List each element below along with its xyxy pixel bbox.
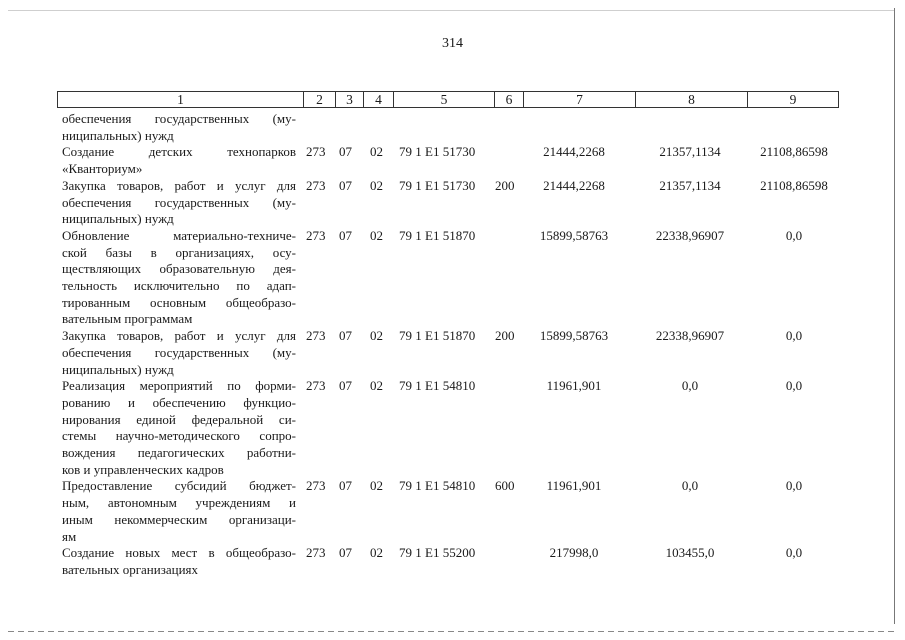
cell-rz: 07	[339, 545, 352, 561]
cell-pr: 02	[370, 177, 383, 193]
cell-rz: 07	[339, 378, 352, 394]
row-description	[62, 545, 296, 578]
description-line: ниципальных) нужд	[62, 211, 174, 227]
cell-cs: 79 1 E1 51730	[399, 177, 476, 193]
cell-gr: 273	[306, 328, 326, 344]
cell-rz: 07	[339, 144, 352, 160]
cell-pr: 02	[370, 545, 383, 561]
cell-pr: 02	[370, 328, 383, 344]
cell-s1: 11961,901	[546, 478, 602, 494]
cell-vr: 600	[495, 478, 515, 494]
header-col-5: 5	[393, 92, 494, 107]
description-line: ям	[62, 528, 77, 544]
cell-cs: 79 1 E1 51870	[399, 328, 476, 344]
cell-s3: 21108,86598	[760, 144, 828, 160]
scan-edge-right	[894, 8, 895, 624]
cell-s1: 15899,58763	[539, 328, 609, 344]
cell-s3: 21108,86598	[760, 177, 828, 193]
cell-rz: 07	[339, 177, 352, 193]
header-col-6: 6	[494, 92, 523, 107]
description-line: Предоставление субсидий бюджет-	[62, 478, 296, 494]
description-line: иным некоммерческим организаци-	[62, 511, 296, 527]
cell-pr: 02	[370, 227, 383, 243]
description-line: тельность исключительно по адап-	[62, 278, 296, 293]
row-description	[62, 111, 296, 144]
cell-s2: 0,0	[681, 378, 699, 394]
cell-s1: 21444,2268	[543, 144, 605, 160]
cell-rz: 07	[339, 478, 352, 494]
description-line: Закупка товаров, работ и услуг для	[62, 177, 296, 193]
description-line: ществляющих образовательную дея-	[62, 261, 296, 277]
description-line: ков и управленческих кадров	[62, 461, 224, 477]
description-line: ниципальных) нужд	[62, 127, 174, 143]
description-line: вательных организациях	[62, 561, 199, 577]
cell-s1: 21444,2268	[543, 177, 605, 193]
description-line: Обновление материально-техниче-	[62, 227, 296, 243]
description-line: вождения педагогических работни-	[62, 445, 296, 460]
cell-s2: 22338,96907	[655, 227, 725, 243]
cell-s2: 21357,1134	[659, 144, 721, 160]
header-col-3: 3	[335, 92, 363, 107]
cell-s3: 0,0	[785, 328, 803, 344]
page-number: 314	[442, 36, 463, 51]
cell-cs: 79 1 E1 55200	[399, 545, 476, 561]
cell-vr: 200	[495, 177, 515, 193]
row-description	[62, 328, 296, 378]
cell-pr: 02	[370, 378, 383, 394]
description-line: обеспечения государственных (му-	[62, 111, 296, 126]
description-line: ской базы в организациях, осу-	[62, 244, 296, 260]
scan-edge-top	[8, 10, 894, 11]
row-description	[62, 378, 296, 478]
description-line: обеспечения государственных (му-	[62, 194, 296, 210]
description-line: Создание новых мест в общеобразо-	[62, 545, 296, 561]
header-col-2: 2	[303, 92, 335, 107]
description-line: Закупка товаров, работ и услуг для	[62, 328, 296, 344]
header-col-7: 7	[523, 92, 635, 107]
cell-s3: 0,0	[785, 478, 803, 494]
table-header	[57, 91, 839, 108]
cell-s2: 0,0	[681, 478, 699, 494]
cell-s2: 21357,1134	[659, 177, 721, 193]
cell-cs: 79 1 E1 51870	[399, 227, 476, 243]
row-description	[62, 228, 296, 328]
cell-s2: 22338,96907	[655, 328, 725, 344]
cell-cs: 79 1 E1 51730	[399, 144, 476, 160]
cell-vr: 200	[495, 328, 515, 344]
cell-s3: 0,0	[785, 545, 803, 561]
cell-gr: 273	[306, 545, 326, 561]
description-line: вательным программам	[62, 311, 193, 327]
cell-s1: 15899,58763	[539, 227, 609, 243]
cell-gr: 273	[306, 478, 326, 494]
cell-gr: 273	[306, 144, 326, 160]
cell-gr: 273	[306, 177, 326, 193]
cell-cs: 79 1 E1 54810	[399, 378, 476, 394]
cell-pr: 02	[370, 144, 383, 160]
cell-rz: 07	[339, 227, 352, 243]
row-description	[62, 478, 296, 545]
header-col-8: 8	[635, 92, 747, 107]
description-line: стемы научно-методического сопро-	[62, 428, 296, 444]
cell-s1: 217998,0	[549, 545, 599, 561]
cell-s2: 103455,0	[665, 545, 715, 561]
row-description	[62, 178, 296, 228]
cell-s3: 0,0	[785, 378, 803, 394]
description-line: Создание детских технопарков	[62, 144, 296, 160]
description-line: нирования единой федеральной си-	[62, 411, 296, 427]
header-col-9: 9	[747, 92, 838, 107]
header-col-4: 4	[363, 92, 393, 107]
description-line: тированным основным общеобразо-	[62, 294, 296, 310]
description-line: «Кванториум»	[62, 161, 143, 177]
description-line: Реализация мероприятий по форми-	[62, 378, 296, 394]
description-line: обеспечения государственных (му-	[62, 344, 296, 360]
cell-rz: 07	[339, 328, 352, 344]
scan-edge-bottom	[8, 631, 896, 632]
cell-pr: 02	[370, 478, 383, 494]
cell-cs: 79 1 E1 54810	[399, 478, 476, 494]
cell-gr: 273	[306, 378, 326, 394]
cell-s3: 0,0	[785, 227, 803, 243]
description-line: ниципальных) нужд	[62, 361, 174, 377]
cell-gr: 273	[306, 227, 326, 243]
cell-s1: 11961,901	[546, 378, 602, 394]
description-line: рованию и обеспечению функцио-	[62, 394, 296, 410]
header-col-1: 1	[177, 92, 184, 107]
row-description	[62, 144, 296, 177]
description-line: ным, автономным учреждениям и	[62, 495, 296, 511]
